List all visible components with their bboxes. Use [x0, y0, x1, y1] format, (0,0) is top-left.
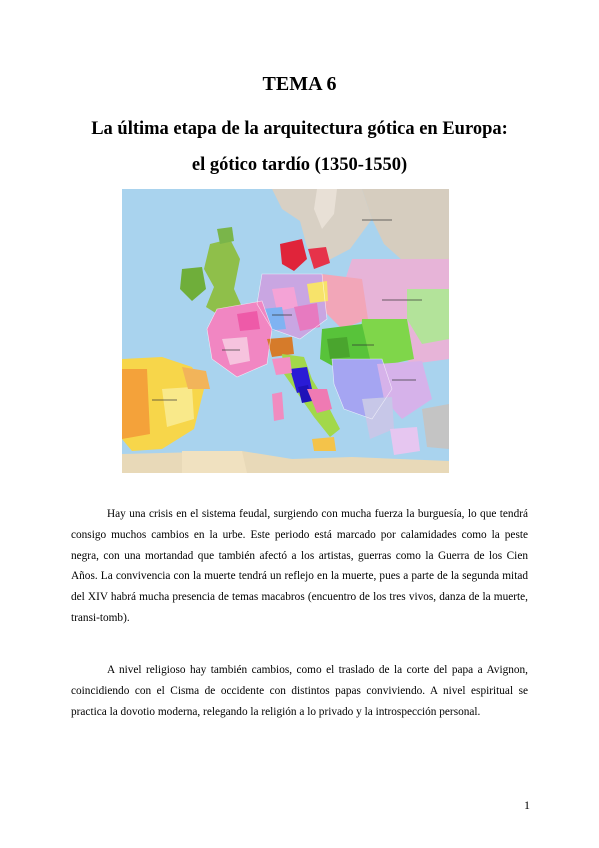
chapter-heading: TEMA 6: [262, 73, 337, 95]
paragraph-2: [71, 660, 528, 722]
paragraph-1: [71, 504, 528, 629]
paragraph-2-text: A nivel religioso hay también cambios, como el traslado de la corte del papa a Avignon, coincidiendo con el Cisma de occidente con distintos papas conviviendo. A nivel espiritual se practica la dovotio moderna, relegando la religión a lo privado y la introspección personal.: [71, 664, 528, 718]
europe-map-image: [122, 189, 449, 473]
title-line-2: el gótico tardío (1350-1550): [191, 155, 408, 175]
paragraph-1-text: Hay una crisis en el sistema feudal, surgiendo con mucha fuerza la burguesía, lo que tendrá consigo muchos cambios en la urbe. Este periodo está marcado por calamidades como la peste negra, con una mortandad que también afectó a los artistas, guerras como la Guerra de los Cien Años. La convivencia con la muerte tendrá un reflejo en la muerte, pues a parte de la segunda mitad del XIV habrá mucha presencia de temas macabros (encuentro de los tres vivos, danza de la muerte, transi-tomb).: [71, 508, 528, 624]
title-line-1: La última etapa de la arquitectura gótica en Europa:: [91, 119, 508, 139]
page-number: 1: [524, 798, 530, 812]
